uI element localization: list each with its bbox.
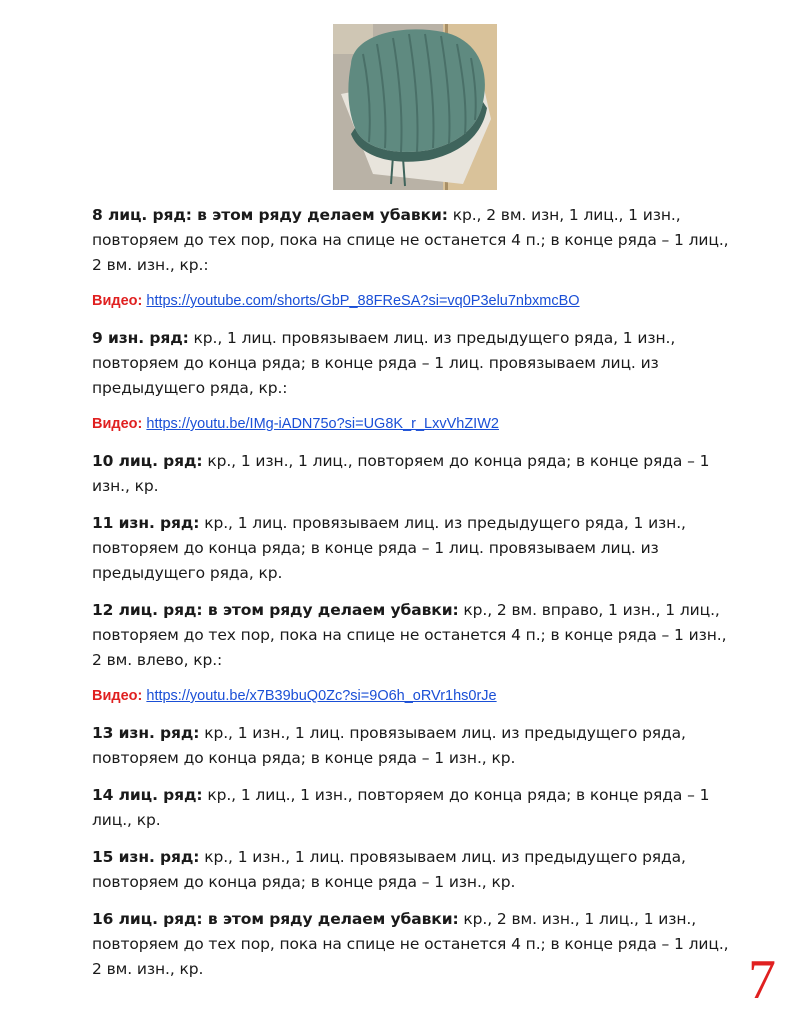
row-text-line: повторяем до конца ряда; в конце ряда – 1 изн., кр.	[92, 749, 516, 767]
row-text-line: кр., 2 вм. изн, 1 лиц., 1 изн.,	[447, 206, 681, 224]
video-link[interactable]: https://youtu.be/IMg-iADN75o?si=UG8K_r_LxvVhZIW2	[146, 416, 499, 432]
row-text-line: кр., 1 изн., 1 лиц. провязываем лиц. из предыдущего ряда,	[199, 848, 686, 866]
row-text-line: изн., кр.	[92, 477, 159, 495]
row-text-line: предыдущего ряда, кр.:	[92, 379, 288, 397]
row-label: 14 лиц. ряд:	[92, 786, 203, 804]
row-text-line: 2 вм. изн., кр.	[92, 960, 204, 978]
row-text-line: кр., 1 лиц. провязываем лиц. из предыдущего ряда, 1 изн.,	[188, 329, 676, 347]
row-text-line: лиц., кр.	[92, 811, 161, 829]
row-instruction	[92, 907, 742, 982]
row-instruction	[92, 449, 742, 499]
row-instruction	[92, 203, 742, 278]
video-link[interactable]: https://youtu.be/x7B39buQ0Zc?si=9O6h_oRVr1hs0rJe	[146, 688, 497, 704]
video-label: Видео:	[92, 416, 143, 432]
row-text-line: повторяем до тех пор, пока на спице не останется 4 п.; в конце ряда – 1 лиц.,	[92, 935, 729, 953]
row-label: 12 лиц. ряд: в этом ряду делаем убавки:	[92, 601, 459, 619]
row-instruction	[92, 783, 742, 833]
row-instruction	[92, 511, 742, 586]
row-label: 15 изн. ряд:	[92, 848, 200, 866]
row-label: 16 лиц. ряд: в этом ряду делаем убавки:	[92, 910, 459, 928]
row-text-line: повторяем до тех пор, пока на спице не останется 4 п.; в конце ряда – 1 изн.,	[92, 626, 727, 644]
row-text-line: кр., 1 изн., 1 лиц., повторяем до конца ряда; в конце ряда – 1	[202, 452, 710, 470]
row-text-line: кр., 2 вм. вправо, 1 изн., 1 лиц.,	[458, 601, 720, 619]
row-label: 8 лиц. ряд: в этом ряду делаем убавки:	[92, 206, 448, 224]
row-text-line: повторяем до конца ряда; в конце ряда – 1 лиц. провязываем лиц. из	[92, 539, 659, 557]
video-label: Видео:	[92, 293, 143, 309]
knitted-bonnet-photo	[333, 24, 497, 190]
row-text-line: кр., 2 вм. изн., 1 лиц., 1 изн.,	[458, 910, 697, 928]
row-instruction	[92, 845, 742, 895]
video-label: Видео:	[92, 688, 143, 704]
row-text-line: 2 вм. влево, кр.:	[92, 651, 223, 669]
row-text-line: 2 вм. изн., кр.:	[92, 256, 209, 274]
video-line	[92, 413, 742, 435]
row-instruction	[92, 598, 742, 673]
row-text-line: кр., 1 лиц. провязываем лиц. из предыдущего ряда, 1 изн.,	[199, 514, 686, 532]
row-text-line: предыдущего ряда, кр.	[92, 564, 283, 582]
row-text-line: повторяем до тех пор, пока на спице не останется 4 п.; в конце ряда – 1 лиц.,	[92, 231, 729, 249]
video-line	[92, 685, 742, 707]
knitted-bonnet-icon	[333, 24, 497, 190]
row-instruction	[92, 721, 742, 771]
row-label: 13 изн. ряд:	[92, 724, 200, 742]
row-label: 9 изн. ряд:	[92, 329, 189, 347]
row-text-line: кр., 1 лиц., 1 изн., повторяем до конца ряда; в конце ряда – 1	[202, 786, 710, 804]
pattern-instructions	[92, 203, 742, 994]
row-label: 10 лиц. ряд:	[92, 452, 203, 470]
row-instruction	[92, 326, 742, 401]
row-text-line: кр., 1 изн., 1 лиц. провязываем лиц. из предыдущего ряда,	[199, 724, 686, 742]
row-text-line: повторяем до конца ряда; в конце ряда – 1 лиц. провязываем лиц. из	[92, 354, 659, 372]
video-line	[92, 290, 742, 312]
row-label: 11 изн. ряд:	[92, 514, 200, 532]
page-number: 7	[748, 949, 776, 1011]
row-text-line: повторяем до конца ряда; в конце ряда – 1 изн., кр.	[92, 873, 516, 891]
video-link[interactable]: https://youtube.com/shorts/GbP_88FReSA?si=vq0P3elu7nbxmcBO	[146, 293, 580, 309]
